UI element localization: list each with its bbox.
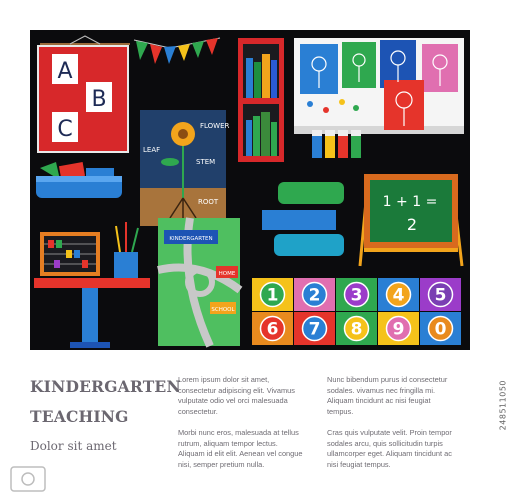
chalkboard-equation: 1 + 1 = [382,194,438,210]
letter-b: B [91,87,107,112]
label-root: ROOT [198,198,219,206]
stock-logo-icon [10,466,46,492]
number-puzzle-mat [252,278,461,345]
chalkboard-answer: 2 [406,215,418,234]
number-tile-label-6: 6 [266,319,279,340]
number-tile-label-9: 9 [392,319,405,340]
label-leaf: LEAF [143,146,161,154]
number-tile-label-1: 1 [266,285,279,306]
number-tile-label-7: 7 [308,319,321,340]
art-display-board [294,38,464,134]
number-tile-label-2: 2 [308,285,321,306]
soft-blocks [262,182,344,256]
column1-paragraph1: Lorem ipsum dolor sit amet, consectetur adipiscing elit. Vivamus vulputate odio vel orci malesuada consectetur. [178,375,295,416]
map-label-kindergarten: KINDERGARTEN [169,236,213,242]
number-tile-label-8: 8 [350,319,363,340]
column2-paragraph2: Cras quis vulputate velit. Proin tempor sodales arcu, quis sollicitudin turpis ullamcorper eget. Aliquam tincidunt ac nisi feugiat tempus. [327,428,452,469]
chalkboard-easel [360,174,462,266]
number-tile-label-0: 0 [434,319,447,340]
abc-poster [38,36,130,152]
letter-c: C [57,117,73,142]
stock-id-label: 248511050 [498,380,507,431]
label-flower: FLOWER [200,122,230,130]
number-tile-label-3: 3 [350,285,363,306]
column1-paragraph2: Morbi nunc eros, malesuada at tellus rutrum, aliquam tempor lectus. Aliquam id elit elit. Aenean vel congue nisi, semper pretium nulla. [178,428,303,469]
plant-chart [140,110,230,226]
poster-title-line1: KINDERGARTEN [30,377,181,396]
desk-abacus [34,222,150,348]
label-stem: STEM [196,158,216,166]
map-rug [158,218,240,346]
poster [30,30,470,470]
map-label-home: HOME [218,271,236,277]
poster-title-line2: TEACHING [30,407,129,426]
kindergarten-illustration [30,30,470,350]
column2-paragraph1: Nunc bibendum purus id consectetur sodales. vivamus nec fringilla mi. Aliquam tincidunt ac nisi feugiat tempus. [327,375,448,416]
letter-a: A [57,59,73,84]
bookshelf [238,38,284,162]
number-tile-label-5: 5 [434,285,447,306]
bunting-flags [134,38,220,64]
number-tile-label-4: 4 [392,285,405,306]
toy-basket [36,162,122,198]
map-label-school: SCHOOL [211,307,235,313]
poster-subtitle: Dolor sit amet [30,439,117,453]
paint-jars [312,130,361,158]
illustration-canvas [30,30,470,350]
